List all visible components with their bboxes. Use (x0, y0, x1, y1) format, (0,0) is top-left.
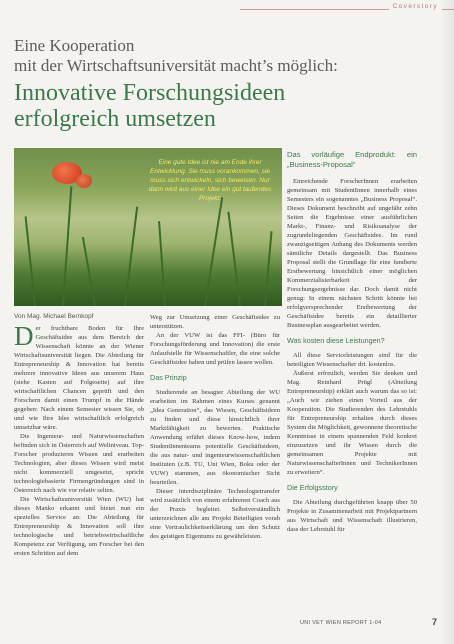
paragraph: An der VUW ist das FFI- (Büro für Forschungsförderung und Innovation) die erste Anlaufstelle für Wissenschaftler, die eine solche Geschäftsidee haben und prüfen lassen wollen. (150, 332, 280, 366)
drop-cap: D (14, 321, 34, 351)
subheading-erfolgsstory: Die Erfolgsstory (287, 483, 338, 492)
grass-blade (204, 197, 223, 306)
footer-publication: UNI VET WIEN REPORT 1-04 (300, 620, 382, 626)
grass-blade (124, 207, 138, 306)
headline-line-2: erfolgreich umsetzen (14, 106, 216, 132)
subheading-kosten: Was kosten diese Leistungen? (287, 336, 385, 345)
grass-blade (25, 216, 36, 306)
paragraph: Dieser interdisziplinäre Technologietransfer wird zusätzlich von einem erfahrenen Coach aus der Praxis begleitet. Selbstverständlich unterzeichnen alle am Projekt Beteiligten vorab eine Vertraulichkeitserklärung um den Schutz des geistigen Eigentums zu gewährleisten. (150, 488, 280, 540)
header-bar (0, 0, 454, 20)
subheading-endprodukt: Das vorläufige Endprodukt: ein „Business-Proposal“ (287, 150, 417, 169)
paragraph-text: er fruchtbare Boden für Ihre Geschäftsidee aus dem Bereich der Wissenschaft könnte an der Wiener Wirtschaftsuniversität liegen. Die Abteilung für Entrepreneurship & Innovation hat bereits mehrere innovative Ideen aus unserem Haus (siehe Kasten auf Folgeseite) auf ihre wirtschaftlichen Chancen geprüft und den Forschern damit einen Trumpf in die Hände gegeben: Nach einem Semester wissen Sie, ob und wie Ihre Idee wirtschaftlich erfolgreich umsetzbar wäre. (14, 325, 144, 431)
article-column-3 (287, 150, 417, 534)
page-number: 7 (432, 617, 438, 627)
grass-blade (227, 212, 241, 306)
paragraph: Einreichende ForscherInnen erarbeiten gemeinsam mit StudentInnen innerhalb eines Semesters ein sogenanntes „Business Proposal“. Dieses Dokument beschreibt auf ungefähr zehn Seiten die Ergebnisse einer ausführlichen Markt-, Finanz- und Risikoanalyse der zugrundeliegenden Geschäftsidee. Im rund zwanzigseitigen Anhang des Dokuments werden sämtliche Details dargestellt. Das Business Proposal stellt die Grundlage für eine fundierte Erstbewertung hinsichtlich einer möglichen Kommerzialisierbarkeit der Forschungsergebnisse dar. Doch damit nicht genug: In einem nächsten Schritt könnte bei erfolgversprechender Erstbewertung der Geschäftsidee bereits ein detaillierter Businessplan ausgearbeitet werden. (287, 178, 417, 329)
paragraph: Weg zur Umsetzung einer Geschäftsidee zu unterstützen. (150, 314, 280, 330)
grass-blade (158, 221, 166, 306)
paragraph: Studierende an besagter Abteilung der WU erarbeiten im Rahmen eines Kurses genannt „Idea Generation“, das Wissen, Geschäftsideen zu finden und diese hinsichtlich ihrer Marktfähigkeit zu bewerten. Praktische Anwendung erfährt dieses Know-how, indem StudentInnenteams potentielle Geschäftsideen, die aus natur- und ingenieurwissenschaftlichen Instituten (z.B. TU, Uni Wien, Boku oder der VUW) stammen, aus ökonomischer Sicht beurteilen. (150, 389, 280, 486)
kicker-line-1: Eine Kooperation (14, 36, 135, 55)
section-label: Coverstory (389, 3, 442, 10)
meadow-photo (14, 148, 282, 306)
grass-blade (82, 237, 96, 306)
page-edge-shadow (440, 0, 454, 644)
paragraph: All diese Serviceleistungen sind für die beteiligten Wissenschafter drt. kostenlos. (287, 352, 417, 368)
paragraph: Äußerst erfreulich, werden Sie denken und Mag. Reinhard Prügl (Abteilung Entrepreneurship) erklärt auch warum das so ist: „Auch wir ziehen einen Vorteil aus der Kooperation. Die Studierenden des Lehrstuhls für Entrepreneurship erhalten durch dieses System die Möglichkeit, gewonnene theoretische Kenntnisse in einem spannenden Feld konkret einzusetzen und ihr Wissen durch die gemeinsamen Projekte mit NaturwissenschafterInnen und TechnikerInnen zu erweitern“. (287, 370, 417, 476)
kicker (14, 36, 444, 76)
poppy-flower (76, 174, 92, 188)
paragraph: Die Abteilung durchgeführten knapp über 50 Projekte in Zusammenarbeit mit Projektpartnern aus Wirtschaft und Wissenschaft illustrieren, dass der Lehrstuhl für (287, 499, 417, 533)
paragraph (14, 321, 144, 432)
subheading-prinzip: Das Prinzip (150, 373, 187, 382)
grass-blade (264, 231, 273, 306)
article-column-1 (14, 321, 144, 558)
article-column-2 (150, 313, 280, 541)
headline-line-1: Innovative Forschungsideen (14, 80, 286, 106)
byline: Von Mag. Michael Bernkopf (14, 313, 94, 320)
headline (14, 80, 444, 132)
grass-blade (62, 186, 72, 306)
paragraph: Die Wirtschaftsuniversität Wien (WU) hat dieses Manko erkannt und bietet nun ein spezielles Service an: Die Abteilung für Entrepreneurship & Innovation soll ihre technologische und betriebswirtschaftliche Kompetenz zur Verfügung, um Forscher bei den ersten Schritten auf dem (14, 496, 144, 557)
paragraph: Die Ingenieur- und Naturwissenschaften befinden sich in Österreich auf Weltniveau. Top-Forscher produzieren Wissen und erarbeiten Technologien, aber dieses Wissen wird meist nicht kommerziell umgesetzt, spricht technologiebasierte Firmengründungen sind in Österreich nach wie vor relativ selten. (14, 433, 144, 494)
kicker-line-2: mit der Wirtschaftsuniversität macht’s möglich: (14, 56, 338, 75)
photo-caption: Eine gute Idee ist nie am Ende ihrer Entwicklung. Sie muss vorankommen, sie muss sich entwickeln, sich beweisen. Nur dann wird aus einer Idee ein gut laufendes Projekt. (148, 159, 272, 202)
